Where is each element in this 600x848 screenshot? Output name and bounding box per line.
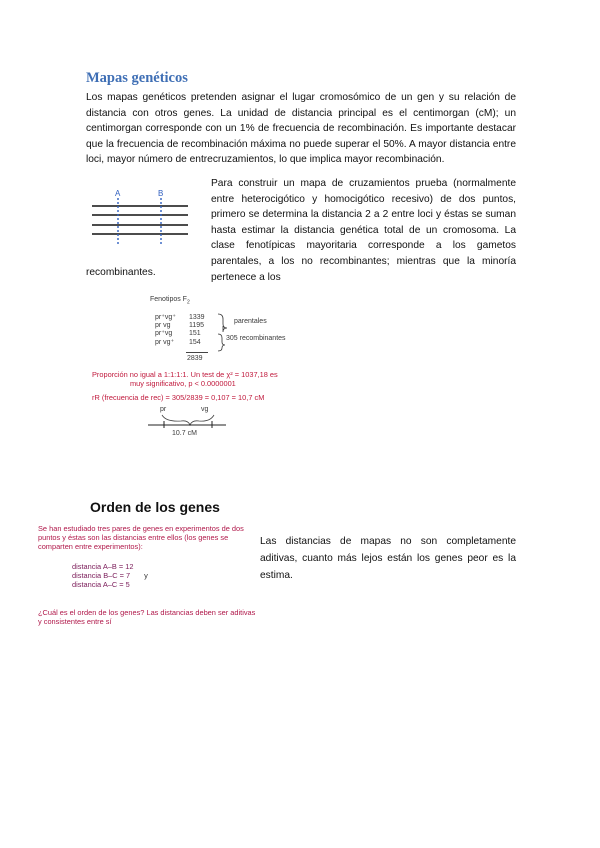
bracket-icon [216,312,230,352]
phenotype-row: pr vg 1195 [155,322,205,330]
chromosome-diagram [90,186,190,248]
phenotype-row: pr⁺vg⁺ 1339 [155,314,205,321]
map-distance: 10.7 cM [172,430,197,437]
sum-divider [186,352,208,353]
gene-map-line [148,412,228,428]
total-count: 2839 [187,355,203,362]
additivity-paragraph: Las distancias de mapas no son completamente aditivas, cuanto más lejos están los genes peor es la estima. [260,536,516,581]
recombination-frequency: rR (frecuencia de rec) = 305/2839 = 0,107 = 10,7 cM [92,393,265,402]
phenotype-row: pr vg⁺ 154 [155,338,201,346]
locus-b-label: B [158,189,164,198]
locus-pr-label: pr [160,406,167,413]
chi-square-line-2: muy significativo, p < 0.0000001 [130,379,236,388]
orden-intro: Se han estudiado tres pares de genes en experimentos de dos puntos y éstas son las distancias entre ellos (los genes se comparten entre experimentos): [38,524,244,551]
intro-paragraph: Los mapas genéticos pretenden asignar el lugar cromosómico de un gen y su relación de distancia con otros genes. La unidad de distancia principal es el centimorgan (cM); un centimorgan corresponde con un 1% de frecuencia de recombinación. Es importante destacar que la frecuencia de recombinación máxima no puede superar el 50%. A mayor distancia entre loci, mayor número de entrecruzamientos, lo que implica mayor recombinación. [86,92,516,166]
locus-vg-label: vg [201,406,209,413]
orden-title: Orden de los genes [90,499,220,515]
orden-distance-list [72,562,148,589]
phenotype-table [155,314,217,347]
chi-square-line-1: Proporción no igual a 1:1:1:1. Un test de χ² = 1037,18 es [92,370,278,379]
section-heading: Mapas genéticos [86,70,188,86]
distance-item: distancia A–B = 12 [72,562,134,571]
phenotype-row: pr⁺vg 151 [155,330,201,338]
locus-a-label: A [115,189,121,198]
recombinantes-label: 305 recombinantes [226,335,286,342]
phenotype-title: Fenotipos $F_2$ [150,296,190,306]
parentales-label: parentales [234,318,267,325]
orden-question: ¿Cuál es el orden de los genes? Las distancias deben ser aditivas y consistentes entre sí [38,608,256,626]
distance-item: distancia B–C = 7 y [72,571,148,580]
cross-paragraph: Para construir un mapa de cruzamientos prueba (normalmente entre heterocigótico y homocigótico recesivo) de dos puntos, primero se determina la distancia 2 a 2 entre loci y éstas se suman hasta estimar la distancia genética total de un cromosoma. La clase fenotípicas mayoritaria corresponde a los gametos parentales, a los no recombinantes; mientras que la minoría pertenece a los [211,178,516,283]
distance-item: distancia A–C = 5 [72,580,130,589]
cross-paragraph-end: recombinantes. [86,267,156,278]
